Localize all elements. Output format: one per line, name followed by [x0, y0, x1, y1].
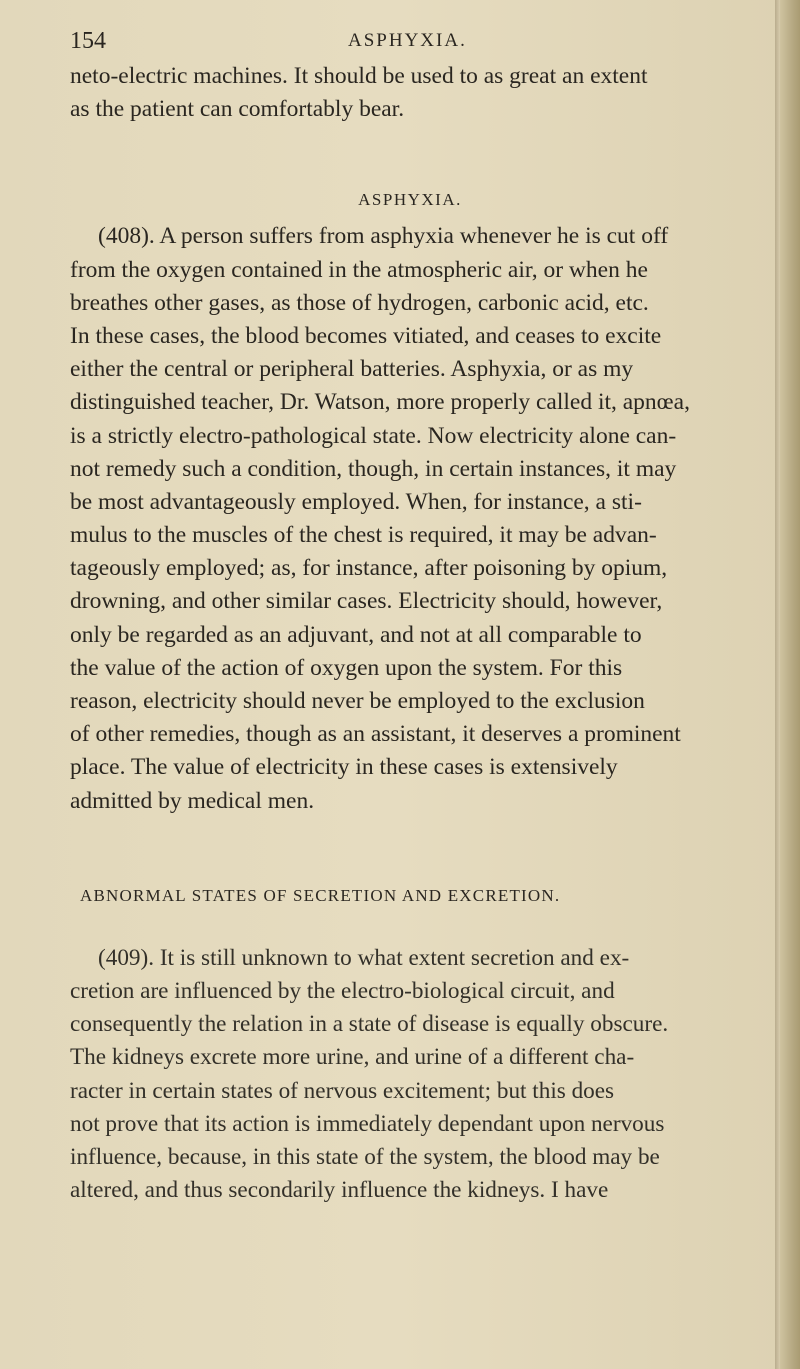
text-line: racter in certain states of nervous excitement; but this does	[70, 1077, 615, 1104]
text-line: mulus to the muscles of the chest is required, it may be advan-	[70, 522, 657, 549]
text-line: from the oxygen contained in the atmospheric air, or when he	[70, 256, 648, 283]
text-line: as the patient can comfortably bear.	[70, 96, 405, 123]
text-line: (408). A person suffers from asphyxia whenever he is cut off	[98, 223, 669, 250]
text-line: influence, because, in this state of the system, the blood may be	[70, 1143, 660, 1170]
running-head: ASPHYXIA.	[348, 30, 467, 51]
body-text	[70, 60, 750, 1207]
text-line: be most advantageously employed. When, for instance, a sti-	[70, 488, 642, 515]
text-line: neto-electric machines. It should be used to as great an extent	[70, 63, 648, 89]
paragraph-408	[70, 220, 750, 817]
page-header	[70, 28, 710, 58]
text-line: of other remedies, though as an assistant, it deserves a prominent	[70, 721, 681, 748]
text-line: is a strictly electro-pathological state. Now electricity alone can-	[70, 422, 677, 449]
text-line: cretion are influenced by the electro-biological circuit, and	[70, 977, 615, 1004]
text-line: reason, electricity should never be employed to the exclusion	[70, 688, 645, 714]
text-line: place. The value of electricity in these cases is extensively	[70, 754, 618, 781]
text-line: In these cases, the blood becomes vitiated, and ceases to excite	[70, 322, 662, 349]
text-line: breathes other gases, as those of hydrogen, carbonic acid, etc.	[70, 289, 649, 316]
page-number: 154	[70, 28, 106, 54]
text-line: not remedy such a condition, though, in certain instances, it may	[70, 455, 677, 482]
section-heading-asphyxia: ASPHYXIA.	[358, 190, 462, 210]
text-line: tageously employed; as, for instance, after poisoning by opium,	[70, 555, 668, 582]
text-line: altered, and thus secondarily influence the kidneys. I have	[70, 1177, 609, 1204]
text-line: The kidneys excrete more urine, and urine of a different cha-	[70, 1044, 635, 1071]
text-line: admitted by medical men.	[70, 787, 315, 814]
page-edge	[780, 0, 800, 1369]
text-line: drowning, and other similar cases. Electricity should, however,	[70, 588, 663, 615]
section-heading-secretion: ABNORMAL STATES OF SECRETION AND EXCRETION.	[80, 885, 561, 905]
text-line: not prove that its action is immediately dependant upon nervous	[70, 1110, 665, 1137]
text-line: the value of the action of oxygen upon the system. For this	[70, 654, 623, 681]
text-line: consequently the relation in a state of disease is equally obscure.	[70, 1011, 669, 1038]
paragraph-409	[70, 942, 750, 1208]
text-line: only be regarded as an adjuvant, and not at all comparable to	[70, 621, 642, 648]
text-line: either the central or peripheral batteries. Asphyxia, or as my	[70, 356, 634, 383]
text-line: (409). It is still unknown to what extent secretion and ex-	[98, 944, 630, 971]
text-line: distinguished teacher, Dr. Watson, more properly called it, apnœa,	[70, 389, 690, 416]
